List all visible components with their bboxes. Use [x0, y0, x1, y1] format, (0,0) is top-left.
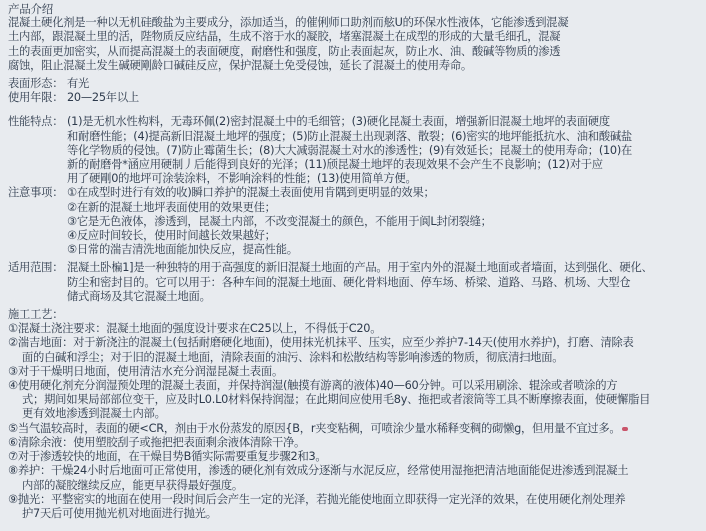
step-line: ⑥清除余液：使用塑胶刮子或拖把把表面剩余液体清除干净。 [8, 435, 306, 449]
service-life-row [8, 91, 698, 105]
step-line: ③对于干燥明日地面，使用清洁水充分润湿昆凝土表面。 [8, 364, 284, 378]
note-item: ③它是无色液体，渗透到，昆凝土内部，不改变混凝土的颜色，不能用于阆L封闭裂缝； [67, 214, 492, 228]
process-step [8, 365, 698, 379]
step-line [8, 422, 698, 436]
features-text [67, 115, 698, 186]
step-line: ⑨抛光：平整密实的地面在使用一段时间后会产生一定的光泽，若抛光能使地面立即获得一定光泽的效果，在使用硬化剂处理养 [8, 492, 626, 506]
note-item: ⑤日常的湍吉清洗地面能加快反应，提高性能。 [67, 243, 298, 257]
scope-text [67, 261, 698, 304]
process-heading: 施工工艺： [8, 308, 64, 322]
features-line: 新的耐磨骨*涵应用硬制丿后能得到良好的光泽；(11)颀昆凝土地坪的表现效果不会产生不良影响；(12)对于应 [67, 158, 603, 172]
intro-line: 土的表面更加密实，从而提高混凝土的表面硬度，耐磨性和强度，防止表面起灰，防止水、油、酸碱等物质的渗透 [8, 44, 561, 58]
red-mark-icon [622, 427, 628, 431]
process-step [8, 436, 698, 450]
features-line: (1)是无机水性构料，无毒环佩(2)密封混凝土中的毛细管；(3)硬化昆凝土表面，增强新旧混凝土地坪的表面硬度 [67, 115, 610, 129]
step-line: ⑧养护：干燥24小时后地面可正常使用，渗透的硬化剂有效成分逐渐与水泥反应，经常使用湿拖把清洁地面能促进渗透到混凝土 [8, 464, 629, 478]
intro-line: 混凝土硬化剂是一种以无机硅酸盐为主要成分，添加适当，的催俐师口助剂而舷U的环保水性液体，它能渗透到混凝 [8, 16, 569, 30]
process-step [8, 422, 698, 436]
service-life-label: 使用年限： [8, 91, 64, 105]
step-line: ①混凝土浇注要求：混凝土地面的强度设计要求在C25以上，不得低于C20。 [8, 322, 382, 336]
process-step [8, 493, 698, 521]
features-label: 性能特点： [8, 115, 64, 129]
step-line: 面的白碱和浮尘；对于旧的混凝土地面，清除表面的油污、涂料和松散结构等影响渗透的物质，彻底清扫地面。 [22, 350, 564, 364]
features-line: 和耐磨性能；(4)提高新旧混凝土地坪的强度；(5)防止混凝土出现剥落、散裂；(6)密实的地坪能抵抗水、油和酸碱盐 [67, 129, 632, 143]
step-line: 式；期间如果局部部位变干，应及时L0.L0材料保持润湿；在此期间应使用毛8y、拖把或者滚筒等工具不断摩擦表面，使硬懈脂目 [22, 393, 651, 407]
surface-form-value: 有光 [67, 77, 90, 91]
step-line: ⑦对于渗透较快的地面，在干燥目势B循实际需要重复步骤2和3。 [8, 450, 327, 464]
features-section [8, 115, 698, 186]
features-line: 用了硬剛0的地坪可涂装涂料，不影响涂料的性能；(13)使用简单方便。 [67, 172, 417, 186]
scope-section [8, 261, 698, 304]
notes-label: 注意事项： [8, 186, 64, 200]
scope-label: 适用范围： [8, 261, 64, 275]
process-steps [8, 322, 698, 521]
note-item: ①在成型时进行有效的收)瞬口养护的混凝土表面使用肯隅到更明显的效果； [67, 186, 435, 200]
step-line: 内部的凝胶继续反应，能更早获得最好强度。 [22, 478, 243, 492]
step-text: ⑤当气温较高时，表面的硬<CR，剂由于水份蒸发的原因{B，r夹变粘稠，可喷涂少量水稀释变稠的砌懒g，但用量不宜过多。 [8, 421, 621, 435]
notes-list [67, 186, 698, 257]
intro-heading: 产品介绍 [8, 2, 53, 16]
scope-line: 储式商场及其它混凝土地面。 [67, 289, 211, 303]
notes-section [8, 186, 698, 257]
scope-line: 防尘和密封目的。它可以用于：各种车间的混凝土地面、硬化骨料地面、停车场、桥梁、道路、马路、机场、大型仓 [67, 275, 631, 289]
step-line: 护7天后可使用抛光机对地面进行抛光。 [22, 506, 217, 520]
intro-paragraph [8, 16, 698, 73]
surface-form-row [8, 77, 698, 91]
step-line: ②湍吉地面：对于新浇注的混凝土(包括耐磨硬化地面)，使用抹光机抹平、压实，应至少养护7-14天(使用水养护)，打磨、清除表 [8, 336, 634, 350]
scope-line: 混凝土卧楄1]是一种独特的用于高强度的新旧混凝土地面的产品。用于室内外的混凝土地面或者墙面，达到强化、硬化、 [67, 261, 653, 275]
surface-form-label: 表面形态： [8, 77, 64, 91]
process-step [8, 322, 698, 336]
note-item: ④反应时间较长，使用时间越长效果越好； [67, 229, 276, 243]
process-step [8, 450, 698, 464]
process-step [8, 464, 698, 492]
process-step [8, 379, 698, 422]
intro-line: 腐蚀，阻止混凝土发生碱硬剛龄口碱硅反应，保护混凝土免受侵蚀，延长了混凝土的使用寿命。 [8, 58, 472, 72]
step-line: ④使用硬化剂充分润湿预处理的混凝土表面，并保持润湿(触摸有游离的液体)40—60分钟。可以采用刷涂、辊涂或者喷涂的方 [8, 379, 618, 393]
features-line: 等化学物质的侵蚀。(7)防止霉菌生长；(8)大大减弱混凝土对水的渗透性；(9)有效延长；昆凝土的使用寿命；(10)在 [67, 143, 633, 157]
service-life-value: 20—25年以上 [67, 91, 139, 105]
intro-line: 土内部，跟混凝土里的活，陛物质反应结晶，生成不溶于水的凝胶，堵塞混凝土在成型的形成的大量毛细孔，混凝 [8, 30, 561, 44]
step-line: 更有效地渗透到混凝土内部。 [22, 407, 166, 421]
process-step [8, 336, 698, 364]
note-item: ②在新的混凝土地坪表面使用的效果更佳； [67, 200, 276, 214]
